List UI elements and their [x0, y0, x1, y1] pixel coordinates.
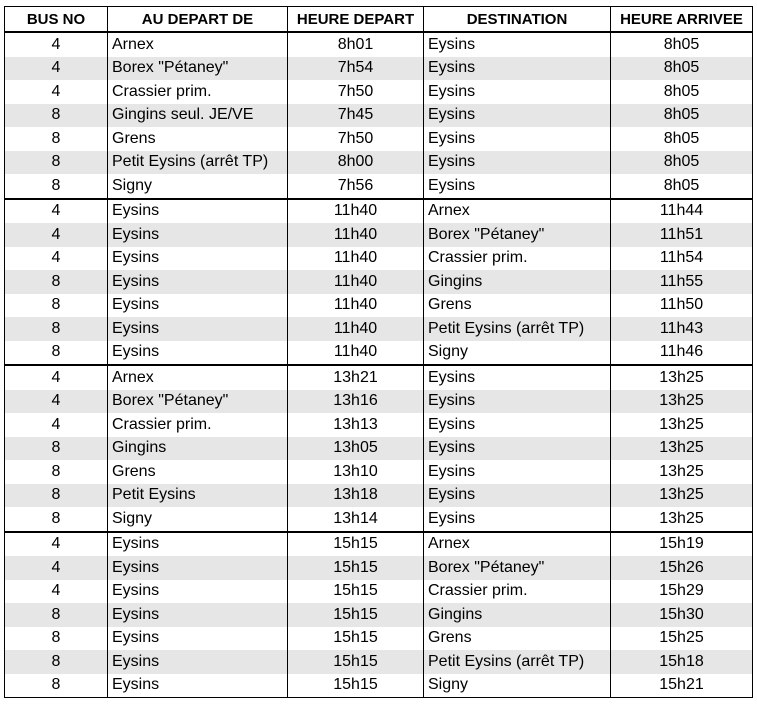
bus-number-cell: 4	[5, 365, 108, 390]
departure-stop-cell: Signy	[108, 507, 288, 532]
departure-time-cell: 7h54	[288, 57, 424, 81]
destination-cell: Eysins	[424, 104, 611, 128]
destination-cell: Eysins	[424, 365, 611, 390]
departure-stop-cell: Gingins	[108, 437, 288, 461]
table-row	[5, 507, 753, 532]
bus-number-cell: 8	[5, 174, 108, 199]
destination-cell: Eysins	[424, 390, 611, 414]
departure-stop-cell: Crassier prim.	[108, 80, 288, 104]
departure-time-cell: 13h18	[288, 484, 424, 508]
arrival-time-cell: 11h55	[611, 270, 753, 294]
departure-time-cell: 11h40	[288, 199, 424, 224]
bus-schedule-table	[4, 6, 753, 698]
arrival-time-cell: 13h25	[611, 460, 753, 484]
table-row	[5, 294, 753, 318]
destination-cell: Arnex	[424, 532, 611, 557]
bus-number-cell: 8	[5, 674, 108, 698]
departure-stop-cell: Eysins	[108, 556, 288, 580]
bus-number-cell: 8	[5, 341, 108, 366]
departure-time-cell: 15h15	[288, 674, 424, 698]
bus-schedule-sheet	[4, 6, 752, 698]
departure-stop-cell: Grens	[108, 460, 288, 484]
bus-number-cell: 8	[5, 460, 108, 484]
destination-cell: Eysins	[424, 127, 611, 151]
destination-cell: Petit Eysins (arrêt TP)	[424, 650, 611, 674]
arrival-time-cell: 15h26	[611, 556, 753, 580]
departure-time-cell: 11h40	[288, 247, 424, 271]
departure-time-cell: 11h40	[288, 294, 424, 318]
bus-number-cell: 4	[5, 199, 108, 224]
departure-stop-cell: Eysins	[108, 650, 288, 674]
arrival-time-cell: 15h25	[611, 627, 753, 651]
bus-number-cell: 4	[5, 556, 108, 580]
departure-time-cell: 13h13	[288, 413, 424, 437]
table-row	[5, 199, 753, 224]
bus-number-cell: 8	[5, 151, 108, 175]
bus-number-cell: 4	[5, 247, 108, 271]
arrival-time-cell: 11h44	[611, 199, 753, 224]
departure-stop-cell: Borex "Pétaney"	[108, 390, 288, 414]
departure-time-cell: 7h45	[288, 104, 424, 128]
departure-time-cell: 8h00	[288, 151, 424, 175]
departure-stop-cell: Eysins	[108, 532, 288, 557]
table-row	[5, 603, 753, 627]
departure-time-cell: 15h15	[288, 627, 424, 651]
arrival-time-cell: 8h05	[611, 174, 753, 199]
arrival-time-cell: 8h05	[611, 151, 753, 175]
arrival-time-cell: 8h05	[611, 32, 753, 57]
departure-time-cell: 15h15	[288, 532, 424, 557]
departure-time-cell: 11h40	[288, 223, 424, 247]
departure-stop-cell: Petit Eysins	[108, 484, 288, 508]
bus-number-cell: 8	[5, 484, 108, 508]
departure-time-cell: 15h15	[288, 650, 424, 674]
destination-cell: Gingins	[424, 603, 611, 627]
header-depart-from: AU DEPART DE	[108, 7, 288, 33]
table-row	[5, 341, 753, 366]
arrival-time-cell: 13h25	[611, 365, 753, 390]
departure-time-cell: 13h05	[288, 437, 424, 461]
bus-number-cell: 8	[5, 270, 108, 294]
bus-number-cell: 4	[5, 413, 108, 437]
destination-cell: Eysins	[424, 484, 611, 508]
arrival-time-cell: 8h05	[611, 127, 753, 151]
departure-time-cell: 15h15	[288, 580, 424, 604]
departure-time-cell: 13h14	[288, 507, 424, 532]
departure-stop-cell: Petit Eysins (arrêt TP)	[108, 151, 288, 175]
destination-cell: Crassier prim.	[424, 247, 611, 271]
arrival-time-cell: 13h25	[611, 507, 753, 532]
header-departure-time: HEURE DEPART	[288, 7, 424, 33]
header-arrival-time: HEURE ARRIVEE	[611, 7, 753, 33]
destination-cell: Eysins	[424, 413, 611, 437]
arrival-time-cell: 11h50	[611, 294, 753, 318]
arrival-time-cell: 15h29	[611, 580, 753, 604]
destination-cell: Eysins	[424, 80, 611, 104]
table-row	[5, 270, 753, 294]
arrival-time-cell: 8h05	[611, 80, 753, 104]
destination-cell: Signy	[424, 674, 611, 698]
destination-cell: Borex "Pétaney"	[424, 223, 611, 247]
destination-cell: Crassier prim.	[424, 580, 611, 604]
arrival-time-cell: 15h19	[611, 532, 753, 557]
destination-cell: Eysins	[424, 460, 611, 484]
table-row	[5, 650, 753, 674]
arrival-time-cell: 11h46	[611, 341, 753, 366]
departure-stop-cell: Crassier prim.	[108, 413, 288, 437]
table-row	[5, 532, 753, 557]
arrival-time-cell: 11h54	[611, 247, 753, 271]
departure-stop-cell: Eysins	[108, 199, 288, 224]
header-bus-no: BUS NO	[5, 7, 108, 33]
bus-number-cell: 4	[5, 80, 108, 104]
departure-time-cell: 7h56	[288, 174, 424, 199]
departure-stop-cell: Eysins	[108, 317, 288, 341]
bus-number-cell: 8	[5, 650, 108, 674]
table-row	[5, 627, 753, 651]
bus-number-cell: 8	[5, 104, 108, 128]
arrival-time-cell: 15h30	[611, 603, 753, 627]
arrival-time-cell: 8h05	[611, 57, 753, 81]
destination-cell: Arnex	[424, 199, 611, 224]
table-row	[5, 127, 753, 151]
departure-time-cell: 13h10	[288, 460, 424, 484]
departure-stop-cell: Eysins	[108, 580, 288, 604]
bus-number-cell: 8	[5, 127, 108, 151]
header-row	[5, 7, 753, 33]
departure-stop-cell: Eysins	[108, 627, 288, 651]
destination-cell: Eysins	[424, 57, 611, 81]
bus-number-cell: 8	[5, 317, 108, 341]
table-row	[5, 674, 753, 698]
arrival-time-cell: 11h43	[611, 317, 753, 341]
departure-time-cell: 11h40	[288, 341, 424, 366]
departure-time-cell: 15h15	[288, 556, 424, 580]
table-row	[5, 460, 753, 484]
bus-number-cell: 8	[5, 294, 108, 318]
departure-time-cell: 11h40	[288, 270, 424, 294]
table-row	[5, 32, 753, 57]
destination-cell: Signy	[424, 341, 611, 366]
departure-stop-cell: Eysins	[108, 247, 288, 271]
table-row	[5, 80, 753, 104]
bus-number-cell: 4	[5, 223, 108, 247]
arrival-time-cell: 15h21	[611, 674, 753, 698]
table-row	[5, 151, 753, 175]
departure-stop-cell: Eysins	[108, 603, 288, 627]
destination-cell: Eysins	[424, 174, 611, 199]
bus-number-cell: 4	[5, 57, 108, 81]
departure-time-cell: 15h15	[288, 603, 424, 627]
destination-cell: Grens	[424, 627, 611, 651]
table-row	[5, 390, 753, 414]
table-row	[5, 437, 753, 461]
destination-cell: Eysins	[424, 507, 611, 532]
table-row	[5, 223, 753, 247]
departure-stop-cell: Gingins seul. JE/VE	[108, 104, 288, 128]
table-row	[5, 104, 753, 128]
table-row	[5, 317, 753, 341]
schedule-body	[5, 32, 753, 698]
table-row	[5, 413, 753, 437]
departure-stop-cell: Eysins	[108, 674, 288, 698]
arrival-time-cell: 11h51	[611, 223, 753, 247]
departure-time-cell: 7h50	[288, 80, 424, 104]
arrival-time-cell: 13h25	[611, 437, 753, 461]
bus-number-cell: 8	[5, 627, 108, 651]
bus-number-cell: 4	[5, 390, 108, 414]
destination-cell: Eysins	[424, 437, 611, 461]
departure-stop-cell: Eysins	[108, 341, 288, 366]
departure-stop-cell: Eysins	[108, 294, 288, 318]
destination-cell: Gingins	[424, 270, 611, 294]
destination-cell: Grens	[424, 294, 611, 318]
bus-number-cell: 8	[5, 507, 108, 532]
departure-time-cell: 7h50	[288, 127, 424, 151]
table-row	[5, 174, 753, 199]
destination-cell: Borex "Pétaney"	[424, 556, 611, 580]
departure-stop-cell: Arnex	[108, 32, 288, 57]
table-row	[5, 484, 753, 508]
destination-cell: Eysins	[424, 32, 611, 57]
departure-stop-cell: Grens	[108, 127, 288, 151]
departure-stop-cell: Borex "Pétaney"	[108, 57, 288, 81]
departure-time-cell: 11h40	[288, 317, 424, 341]
bus-number-cell: 8	[5, 603, 108, 627]
header-destination: DESTINATION	[424, 7, 611, 33]
bus-number-cell: 4	[5, 580, 108, 604]
departure-time-cell: 8h01	[288, 32, 424, 57]
table-row	[5, 580, 753, 604]
arrival-time-cell: 15h18	[611, 650, 753, 674]
arrival-time-cell: 8h05	[611, 104, 753, 128]
departure-stop-cell: Signy	[108, 174, 288, 199]
table-row	[5, 247, 753, 271]
departure-stop-cell: Arnex	[108, 365, 288, 390]
arrival-time-cell: 13h25	[611, 390, 753, 414]
table-row	[5, 365, 753, 390]
bus-number-cell: 4	[5, 532, 108, 557]
departure-stop-cell: Eysins	[108, 270, 288, 294]
bus-number-cell: 8	[5, 437, 108, 461]
destination-cell: Petit Eysins (arrêt TP)	[424, 317, 611, 341]
table-row	[5, 57, 753, 81]
arrival-time-cell: 13h25	[611, 484, 753, 508]
arrival-time-cell: 13h25	[611, 413, 753, 437]
departure-stop-cell: Eysins	[108, 223, 288, 247]
destination-cell: Eysins	[424, 151, 611, 175]
departure-time-cell: 13h16	[288, 390, 424, 414]
bus-number-cell: 4	[5, 32, 108, 57]
table-row	[5, 556, 753, 580]
departure-time-cell: 13h21	[288, 365, 424, 390]
